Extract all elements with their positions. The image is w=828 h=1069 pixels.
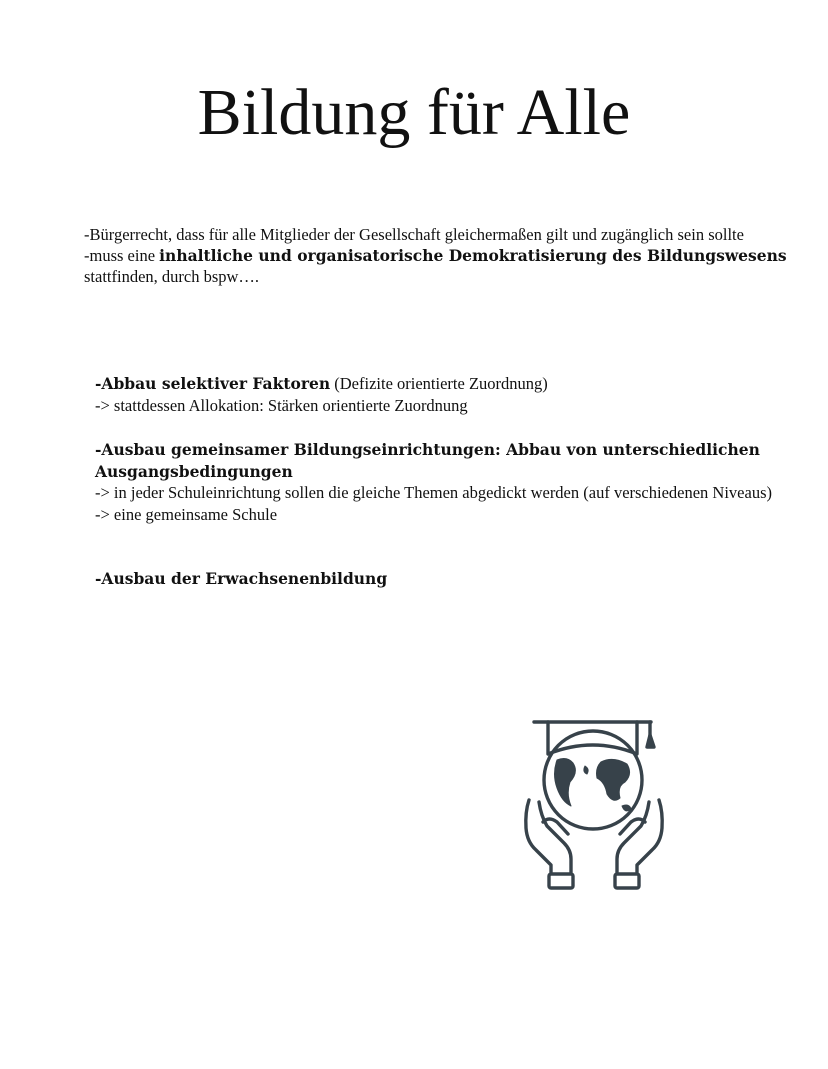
page-title: Bildung für Alle [197,76,631,150]
section-line: -> in jeder Schuleinrichtung sollen die gleiche Themen abgedickt werden (auf verschiedenen Niveaus) [95,483,772,502]
section-line: -> eine gemeinsame Schule [95,504,278,524]
cap-body-icon [548,722,637,754]
left-cuff-icon [549,874,573,888]
section-heading: -Ausbau der Erwachsenenbildung [95,569,388,588]
section-heading: -Ausbau gemeinsamer Bildungseinrichtungen: Abbau von unterschiedlichen Ausgangsbedingungen [95,440,760,481]
right-cuff-icon [615,874,639,888]
globe-continents-icon [622,805,631,811]
graduation-globe-hands-icon [519,716,669,892]
intro-line-suffix: stattfinden, durch bspw…. [84,267,260,286]
globe-continents-icon [555,759,576,806]
intro-line-bold: inhaltliche und organisatorische Demokratisierung des Bildungswesens [159,246,787,265]
section-heading-line [95,373,785,395]
right-hand-icon [637,800,662,872]
section-selective-factors [95,373,785,416]
intro-line-democratization [84,245,796,287]
right-hand-fingers-icon [617,802,649,872]
section-common-institutions [95,439,785,525]
cap-tassel-icon [647,735,654,747]
globe-continents-icon [597,759,630,800]
intro-paragraph [84,224,796,287]
section-line: -> stattdessen Allokation: Stärken orientierte Zuordnung [95,395,468,415]
left-hand-icon [526,800,551,872]
section-adult-education [95,568,785,590]
intro-line-prefix: -muss eine [84,246,160,265]
globe-continents-icon [584,766,588,774]
section-heading-note: (Defizite orientierte Zuordnung) [330,374,548,393]
section-heading: -Abbau selektiver Faktoren [95,374,331,393]
intro-line-civil-right: -Bürgerrecht, dass für alle Mitglieder der Gesellschaft gleichermaßen gilt und zugänglich sein sollte [84,225,744,244]
